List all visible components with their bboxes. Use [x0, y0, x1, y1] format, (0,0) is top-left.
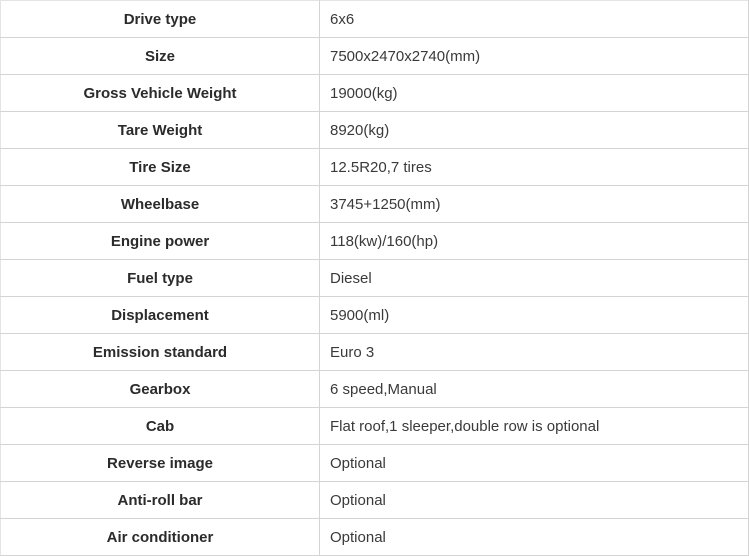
spec-label-tare-weight: Tare Weight	[1, 112, 320, 149]
spec-value-size: 7500x2470x2740(mm)	[320, 38, 749, 75]
spec-value-drive-type: 6x6	[320, 1, 749, 38]
spec-table-body	[1, 1, 749, 556]
spec-value-tare-weight: 8920(kg)	[320, 112, 749, 149]
spec-label-fuel-type: Fuel type	[1, 260, 320, 297]
spec-value-wheelbase: 3745+1250(mm)	[320, 186, 749, 223]
spec-label-drive-type: Drive type	[1, 1, 320, 38]
table-row	[1, 260, 749, 297]
spec-label-gearbox: Gearbox	[1, 371, 320, 408]
spec-label-air-conditioner: Air conditioner	[1, 519, 320, 556]
spec-label-engine-power: Engine power	[1, 223, 320, 260]
spec-label-anti-roll-bar: Anti-roll bar	[1, 482, 320, 519]
spec-value-anti-roll-bar: Optional	[320, 482, 749, 519]
spec-label-wheelbase: Wheelbase	[1, 186, 320, 223]
table-row	[1, 75, 749, 112]
table-row	[1, 334, 749, 371]
spec-label-emission-standard: Emission standard	[1, 334, 320, 371]
spec-value-emission-standard: Euro 3	[320, 334, 749, 371]
spec-label-gross-vehicle-weight: Gross Vehicle Weight	[1, 75, 320, 112]
spec-value-tire-size: 12.5R20,7 tires	[320, 149, 749, 186]
spec-label-size: Size	[1, 38, 320, 75]
spec-value-fuel-type: Diesel	[320, 260, 749, 297]
table-row	[1, 38, 749, 75]
spec-label-cab: Cab	[1, 408, 320, 445]
table-row	[1, 223, 749, 260]
spec-label-reverse-image: Reverse image	[1, 445, 320, 482]
table-row	[1, 186, 749, 223]
table-row	[1, 297, 749, 334]
table-row	[1, 1, 749, 38]
table-row	[1, 482, 749, 519]
table-row	[1, 408, 749, 445]
table-row	[1, 149, 749, 186]
table-row	[1, 112, 749, 149]
spec-value-air-conditioner: Optional	[320, 519, 749, 556]
spec-value-displacement: 5900(ml)	[320, 297, 749, 334]
spec-value-gearbox: 6 speed,Manual	[320, 371, 749, 408]
table-row	[1, 445, 749, 482]
table-row	[1, 371, 749, 408]
table-row	[1, 519, 749, 556]
spec-value-engine-power: 118(kw)/160(hp)	[320, 223, 749, 260]
spec-label-displacement: Displacement	[1, 297, 320, 334]
spec-value-cab: Flat roof,1 sleeper,double row is optional	[320, 408, 749, 445]
spec-value-gross-vehicle-weight: 19000(kg)	[320, 75, 749, 112]
spec-label-tire-size: Tire Size	[1, 149, 320, 186]
spec-value-reverse-image: Optional	[320, 445, 749, 482]
